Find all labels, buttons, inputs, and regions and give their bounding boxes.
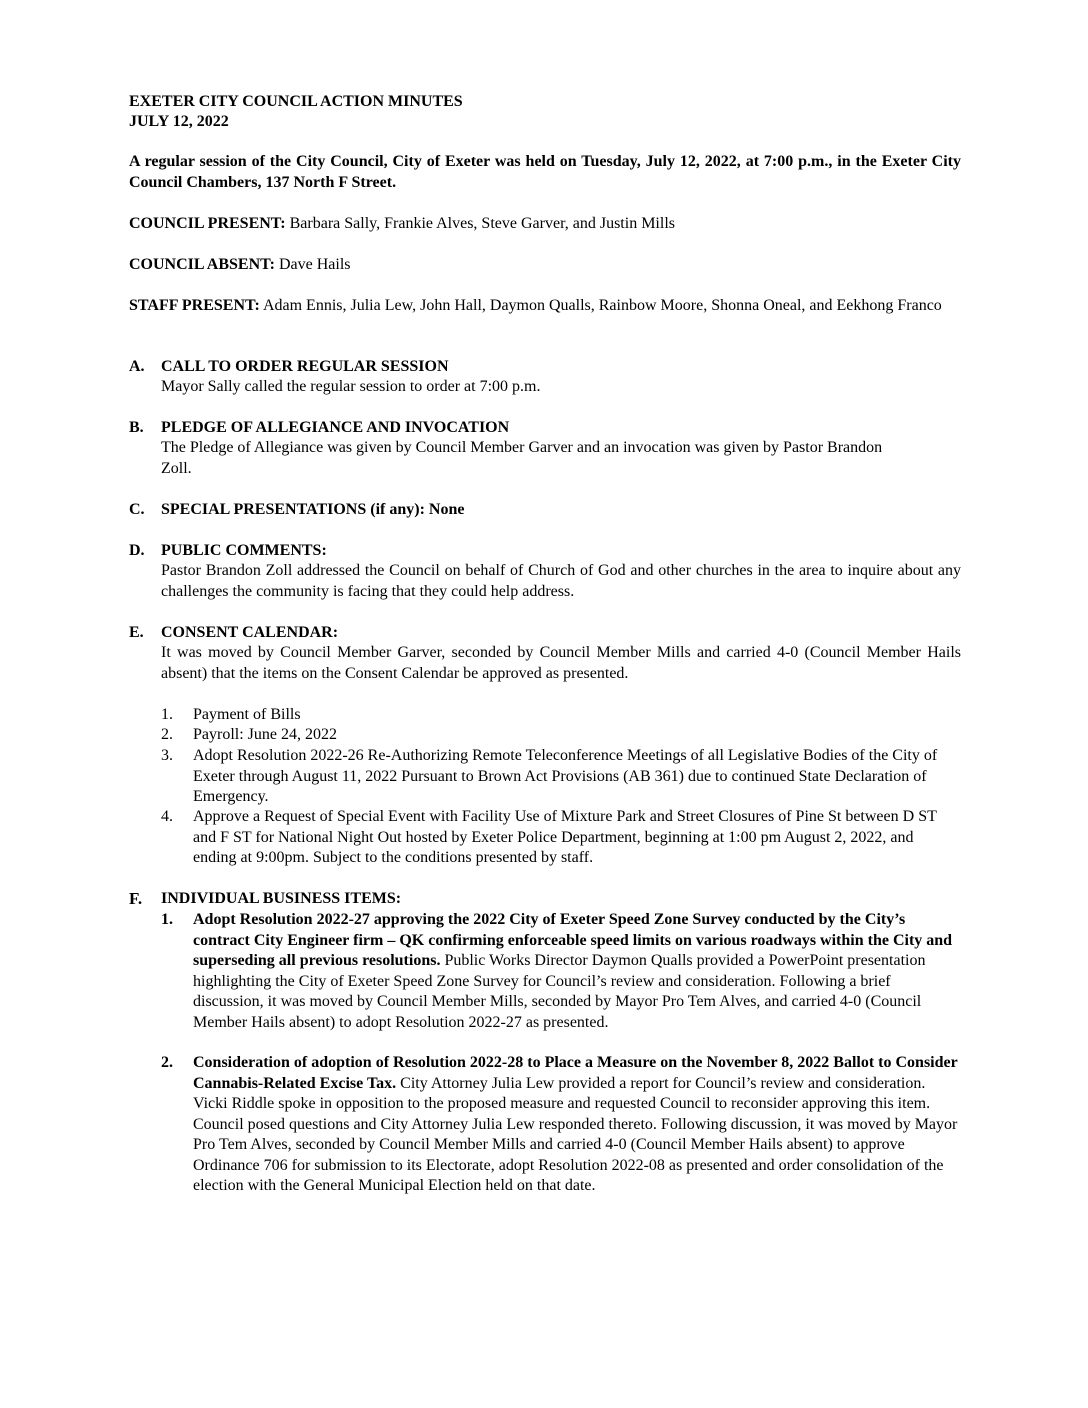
consent-item: Payment of Bills — [193, 706, 301, 723]
consent-item-number: 2. — [161, 726, 173, 743]
business-item-text: City Attorney Julia Lew provided a report for Council’s review and consideration. Vicki Riddle spoke in opposition to the proposed measure and requested Council to reconsider approving this item. Council posed questions and City Attorney Julia Lew responded thereto. Following discussion, it was moved by Mayor Pro Tem Alves, seconded by Council Member Mills and carried 4-0 (Council Member Hails absent) to approve Ordinance 706 for submission to its Electorate, adopt Resolution 2022-08 as presented and order consolidation of the election with the General Municipal Election held on that date. — [193, 1074, 958, 1194]
business-item-number: 2. — [161, 1054, 173, 1071]
business-item-text: Public Works Director Daymon Qualls provided a PowerPoint presentation highlighting the City of Exeter Speed Zone Survey for Council’s review and consideration. Following a brief discussion, it was moved by Council Member Mills, seconded by Mayor Pro Tem Alves, and carried 4-0 (Council Member Hails absent) to adopt Resolution 2022-27 as presented. — [193, 952, 926, 1031]
consent-item: Payroll: June 24, 2022 — [193, 726, 337, 743]
staff-present-names: Adam Ennis, Julia Lew, John Hall, Daymon Qualls, Rainbow Moore, Shonna Oneal, and Eekhong Franco — [262, 297, 942, 314]
document-title: EXETER CITY COUNCIL ACTION MINUTES — [129, 93, 463, 110]
business-item — [193, 910, 961, 1033]
council-present-names: Barbara Sally, Frankie Alves, Steve Garver, and Justin Mills — [289, 215, 675, 232]
section-c-letter: C. — [129, 501, 145, 518]
section-a-letter: A. — [129, 358, 145, 375]
council-absent-label: COUNCIL ABSENT: — [129, 256, 275, 273]
consent-item-number: 3. — [161, 747, 173, 764]
council-present — [129, 214, 961, 235]
section-e-title: CONSENT CALENDAR: — [161, 624, 339, 641]
section-d-title: PUBLIC COMMENTS: — [161, 542, 327, 559]
section-f-title: INDIVIDUAL BUSINESS ITEMS: — [161, 890, 402, 907]
section-b-title: PLEDGE OF ALLEGIANCE AND INVOCATION — [161, 419, 510, 436]
consent-item-number: 1. — [161, 706, 173, 723]
consent-item: Adopt Resolution 2022-26 Re-Authorizing Remote Teleconference Meetings of all Legislative Bodies of the City of Exeter through August 11, 2022 Pursuant to Brown Act Provisions (AB 361) due to continued State Declaration of Emergency. — [193, 747, 938, 805]
consent-item: Approve a Request of Special Event with Facility Use of Mixture Park and Street Closures of Pine St between D ST and F ST for National Night Out hosted by Exeter Police Department, beginning at 1:00 pm August 2, 2022, and ending at 9:00pm. Subject to the conditions presented by staff. — [193, 808, 937, 866]
section-e-body: It was moved by Council Member Garver, seconded by Council Member Mills and carried 4-0 (Council Member Hails absent) that the items on the Consent Calendar be approved as presented. — [161, 644, 961, 682]
section-b-body: The Pledge of Allegiance was given by Council Member Garver and an invocation was given by Pastor Brandon Zoll. — [161, 439, 883, 477]
section-a-body: Mayor Sally called the regular session to order at 7:00 p.m. — [161, 378, 541, 395]
business-item-heading: Consideration of adoption of Resolution 2022-28 to Place a Measure on the November 8, 2022 Ballot to Consider Cannabis-Related Excise Tax. — [193, 1054, 958, 1092]
section-d-body: Pastor Brandon Zoll addressed the Council on behalf of Church of God and other churches in the area to inquire about any challenges the community is facing that they could help address. — [161, 562, 961, 600]
staff-present — [129, 296, 961, 317]
section-e-letter: E. — [129, 624, 144, 641]
intro-paragraph: A regular session of the City Council, City of Exeter was held on Tuesday, July 12, 2022, at 7:00 p.m., in the Exeter City Council Chambers, 137 North F Street. — [129, 153, 961, 191]
section-b-letter: B. — [129, 419, 144, 436]
consent-item-number: 4. — [161, 808, 173, 825]
section-f-letter: F. — [129, 889, 143, 908]
business-item-heading: Adopt Resolution 2022-27 approving the 2022 City of Exeter Speed Zone Survey conducted by the City’s contract City Engineer firm – QK confirming enforceable speed limits on various roadways within the City and superseding all previous resolutions. — [193, 911, 953, 969]
council-present-label: COUNCIL PRESENT: — [129, 215, 286, 232]
council-absent-names: Dave Hails — [278, 256, 351, 273]
staff-present-label: STAFF PRESENT: — [129, 297, 260, 314]
business-item-number: 1. — [161, 911, 173, 928]
section-d-letter: D. — [129, 542, 145, 559]
document-date: JULY 12, 2022 — [129, 113, 229, 130]
business-item — [193, 1053, 961, 1197]
section-c-title: SPECIAL PRESENTATIONS (if any): None — [161, 501, 465, 518]
council-absent — [129, 255, 961, 276]
section-a-title: CALL TO ORDER REGULAR SESSION — [161, 358, 449, 375]
